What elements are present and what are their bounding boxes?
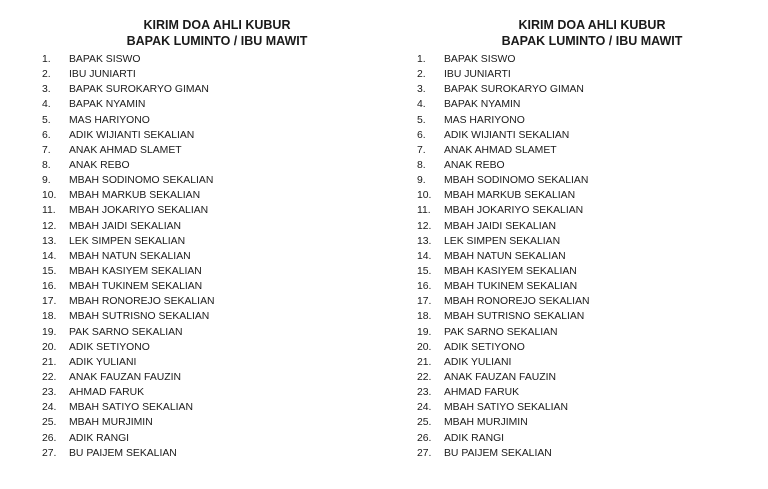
item-name: AHMAD FARUK	[69, 387, 145, 399]
list-item	[32, 97, 372, 112]
item-name: MBAH JAIDI SEKALIAN	[69, 220, 182, 232]
item-name: MAS HARIYONO	[444, 114, 525, 126]
item-name: ANAK AHMAD SLAMET	[444, 144, 557, 156]
item-name: ADIK RANGI	[444, 432, 505, 444]
item-number: 21.	[417, 356, 432, 368]
list-item	[32, 415, 372, 430]
item-number: 8.	[42, 160, 51, 172]
list-item	[32, 431, 372, 446]
item-name: MBAH SATIYO SEKALIAN	[444, 402, 568, 414]
heading-line-1: KIRIM DOA AHLI KUBUR	[518, 18, 666, 32]
list-item	[407, 294, 747, 309]
list-item	[407, 143, 747, 158]
item-number: 1.	[417, 54, 426, 66]
list-item	[32, 143, 372, 158]
item-name: BAPAK SUROKARYO GIMAN	[69, 84, 209, 96]
item-number: 14.	[42, 250, 57, 262]
item-name: MBAH NATUN SEKALIAN	[69, 250, 191, 262]
item-name: BAPAK NYAMIN	[444, 99, 521, 111]
item-name: IBU JUNIARTI	[69, 69, 136, 81]
list-item	[407, 340, 747, 355]
item-number: 26.	[42, 432, 57, 444]
list-item	[407, 128, 747, 143]
item-name: BU PAIJEM SEKALIAN	[444, 447, 552, 459]
list-item	[407, 52, 747, 67]
list-item	[407, 188, 747, 203]
item-name: BAPAK SUROKARYO GIMAN	[444, 84, 584, 96]
list-item	[407, 264, 747, 279]
item-number: 4.	[42, 99, 51, 111]
list-item	[32, 249, 372, 264]
item-number: 23.	[42, 387, 57, 399]
item-number: 15.	[42, 266, 57, 278]
list-item	[32, 264, 372, 279]
item-number: 10.	[42, 190, 57, 202]
item-name: ANAK AHMAD SLAMET	[69, 144, 182, 156]
item-name: MBAH RONOREJO SEKALIAN	[69, 296, 215, 308]
item-name: MBAH NATUN SEKALIAN	[444, 250, 566, 262]
item-number: 25.	[417, 417, 432, 429]
item-number: 9.	[417, 175, 426, 187]
item-number: 27.	[42, 447, 57, 459]
names-list	[32, 52, 372, 461]
item-name: LEK SIMPEN SEKALIAN	[444, 235, 561, 247]
list-item	[32, 128, 372, 143]
heading-line-2: BAPAK LUMINTO / IBU MAWIT	[501, 34, 683, 48]
list-item	[407, 97, 747, 112]
list-item	[407, 325, 747, 340]
list-item	[407, 158, 747, 173]
list-item	[32, 67, 372, 82]
item-name: PAK SARNO SEKALIAN	[69, 326, 183, 338]
list-item	[407, 446, 747, 461]
list-item	[32, 158, 372, 173]
list-item	[32, 309, 372, 324]
item-number: 3.	[42, 84, 51, 96]
item-name: MBAH SUTRISNO SEKALIAN	[444, 311, 585, 323]
item-name: MBAH KASIYEM SEKALIAN	[69, 266, 202, 278]
item-name: LEK SIMPEN SEKALIAN	[69, 235, 186, 247]
item-name: ADIK SETIYONO	[69, 341, 150, 353]
item-number: 13.	[42, 235, 57, 247]
heading-line-1: KIRIM DOA AHLI KUBUR	[143, 18, 291, 32]
item-number: 25.	[42, 417, 57, 429]
names-list	[407, 52, 747, 461]
item-number: 22.	[417, 372, 432, 384]
item-number: 3.	[417, 84, 426, 96]
item-name: MBAH TUKINEM SEKALIAN	[69, 281, 203, 293]
item-name: MBAH JOKARIYO SEKALIAN	[444, 205, 584, 217]
item-number: 12.	[42, 220, 57, 232]
item-number: 11.	[42, 205, 56, 217]
item-number: 11.	[417, 205, 431, 217]
item-number: 5.	[417, 114, 426, 126]
item-number: 5.	[42, 114, 51, 126]
item-name: MBAH MURJIMIN	[69, 417, 153, 429]
list-item	[32, 113, 372, 128]
list-item	[407, 249, 747, 264]
item-name: ANAK FAUZAN FAUZIN	[69, 372, 182, 384]
item-name: MBAH SODINOMO SEKALIAN	[69, 175, 214, 187]
list-heading	[437, 17, 747, 49]
list-item	[407, 370, 747, 385]
list-item	[32, 219, 372, 234]
list-item	[32, 279, 372, 294]
list-item	[407, 203, 747, 218]
item-number: 20.	[42, 341, 57, 353]
item-name: ANAK REBO	[69, 160, 130, 172]
item-name: BU PAIJEM SEKALIAN	[69, 447, 177, 459]
list-item	[32, 52, 372, 67]
list-item	[407, 67, 747, 82]
list-item	[407, 355, 747, 370]
item-name: MBAH SUTRISNO SEKALIAN	[69, 311, 210, 323]
item-number: 17.	[417, 296, 432, 308]
item-number: 12.	[417, 220, 432, 232]
item-name: BAPAK SISWO	[444, 54, 516, 66]
item-name: ADIK WIJIANTI SEKALIAN	[69, 129, 195, 141]
list-item	[32, 188, 372, 203]
item-name: MBAH MURJIMIN	[444, 417, 528, 429]
list-item	[407, 385, 747, 400]
item-number: 8.	[417, 160, 426, 172]
item-number: 24.	[417, 402, 432, 414]
item-name: MBAH SATIYO SEKALIAN	[69, 402, 193, 414]
item-name: MBAH MARKUB SEKALIAN	[444, 190, 576, 202]
item-number: 10.	[417, 190, 432, 202]
list-item	[32, 203, 372, 218]
item-name: AHMAD FARUK	[444, 387, 520, 399]
item-number: 19.	[42, 326, 57, 338]
heading-line-2: BAPAK LUMINTO / IBU MAWIT	[126, 34, 308, 48]
item-name: BAPAK NYAMIN	[69, 99, 146, 111]
item-number: 19.	[417, 326, 432, 338]
list-item	[407, 431, 747, 446]
list-item	[407, 234, 747, 249]
list-item	[407, 415, 747, 430]
list-item	[32, 234, 372, 249]
item-number: 6.	[417, 129, 426, 141]
item-name: MBAH JOKARIYO SEKALIAN	[69, 205, 209, 217]
item-number: 23.	[417, 387, 432, 399]
left-list-column	[32, 17, 372, 461]
item-number: 6.	[42, 129, 51, 141]
item-name: BAPAK SISWO	[69, 54, 141, 66]
list-item	[32, 82, 372, 97]
item-number: 9.	[42, 175, 51, 187]
item-name: PAK SARNO SEKALIAN	[444, 326, 558, 338]
item-number: 20.	[417, 341, 432, 353]
item-number: 7.	[417, 144, 426, 156]
item-number: 14.	[417, 250, 432, 262]
item-name: MBAH TUKINEM SEKALIAN	[444, 281, 578, 293]
item-number: 2.	[417, 69, 426, 81]
list-item	[32, 400, 372, 415]
item-name: MBAH MARKUB SEKALIAN	[69, 190, 201, 202]
list-item	[32, 173, 372, 188]
list-item	[407, 173, 747, 188]
right-list-column	[407, 17, 747, 461]
item-name: ANAK REBO	[444, 160, 505, 172]
item-name: MBAH RONOREJO SEKALIAN	[444, 296, 590, 308]
list-item	[407, 219, 747, 234]
list-item	[32, 370, 372, 385]
item-name: MBAH KASIYEM SEKALIAN	[444, 266, 577, 278]
item-number: 16.	[417, 281, 432, 293]
list-item	[32, 294, 372, 309]
list-item	[407, 82, 747, 97]
list-item	[407, 113, 747, 128]
item-number: 1.	[42, 54, 51, 66]
item-name: ADIK SETIYONO	[444, 341, 525, 353]
list-item	[32, 355, 372, 370]
list-item	[407, 309, 747, 324]
item-number: 22.	[42, 372, 57, 384]
item-name: ADIK YULIANI	[444, 356, 512, 368]
item-number: 21.	[42, 356, 57, 368]
list-item	[407, 279, 747, 294]
list-item	[32, 446, 372, 461]
item-number: 26.	[417, 432, 432, 444]
item-number: 16.	[42, 281, 57, 293]
list-item	[32, 385, 372, 400]
list-item	[32, 325, 372, 340]
item-name: ANAK FAUZAN FAUZIN	[444, 372, 557, 384]
item-name: IBU JUNIARTI	[444, 69, 511, 81]
item-name: ADIK YULIANI	[69, 356, 137, 368]
item-number: 18.	[417, 311, 432, 323]
item-number: 7.	[42, 144, 51, 156]
item-name: MBAH JAIDI SEKALIAN	[444, 220, 557, 232]
item-number: 27.	[417, 447, 432, 459]
item-name: MBAH SODINOMO SEKALIAN	[444, 175, 589, 187]
list-item	[32, 340, 372, 355]
item-number: 18.	[42, 311, 57, 323]
item-name: ADIK WIJIANTI SEKALIAN	[444, 129, 570, 141]
item-number: 13.	[417, 235, 432, 247]
item-number: 4.	[417, 99, 426, 111]
item-number: 24.	[42, 402, 57, 414]
item-number: 2.	[42, 69, 51, 81]
item-name: MAS HARIYONO	[69, 114, 150, 126]
item-number: 15.	[417, 266, 432, 278]
list-heading	[62, 17, 372, 49]
item-name: ADIK RANGI	[69, 432, 130, 444]
item-number: 17.	[42, 296, 57, 308]
list-item	[407, 400, 747, 415]
